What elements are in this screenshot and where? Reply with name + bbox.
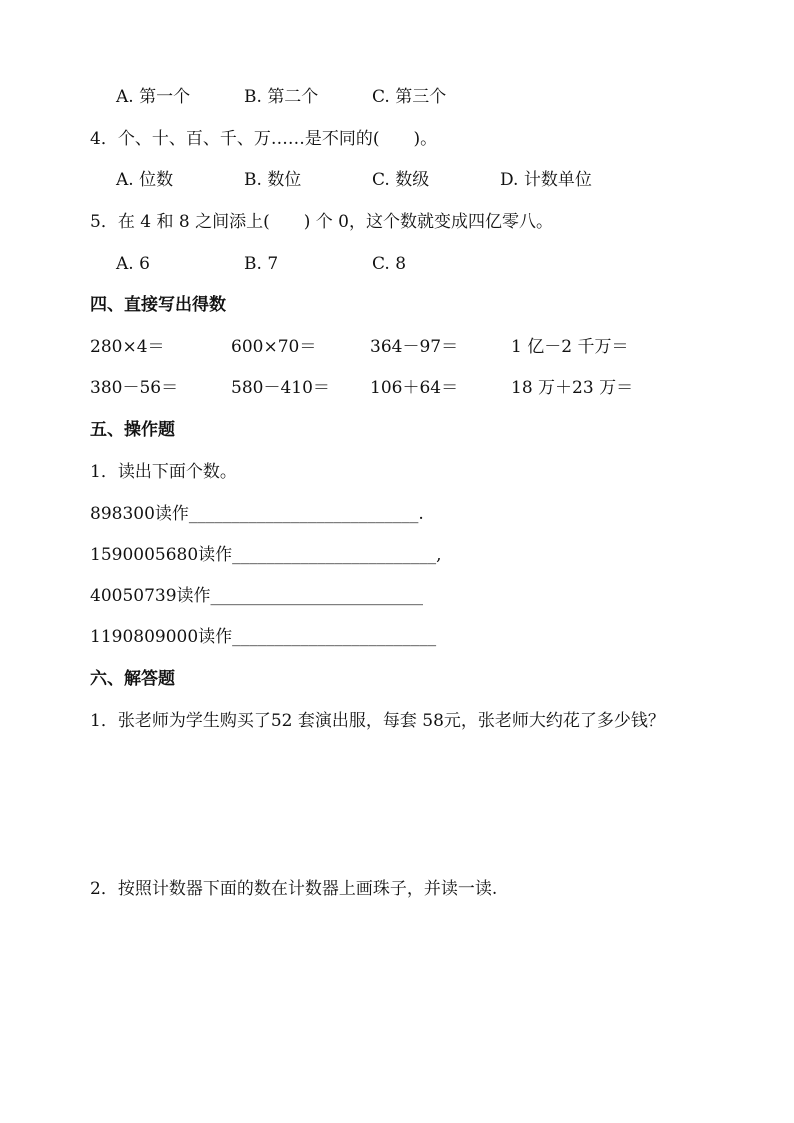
calc-item: 106＋64＝ bbox=[370, 378, 459, 398]
calc-item: 380－56＝ bbox=[90, 378, 179, 398]
q3-option-a: A. 第一个 bbox=[116, 87, 191, 107]
section6-q2: 2．按照计数器下面的数在计数器上画珠子，并读一读. bbox=[90, 879, 498, 899]
calc-item: 1 亿－2 千万＝ bbox=[511, 337, 629, 357]
q4-stem: 4．个、十、百、千、万……是不同的( )。 bbox=[90, 129, 438, 149]
q4-option-d: D. 计数单位 bbox=[500, 170, 592, 190]
calc-item: 364－97＝ bbox=[370, 337, 459, 357]
q5-stem: 5．在 4 和 8 之间添上( ) 个 0，这个数就变成四亿零八。 bbox=[90, 212, 553, 232]
read-item: 1190809000读作________________________ bbox=[90, 627, 437, 647]
q5-option-a: A. 6 bbox=[116, 254, 150, 274]
q3-option-c: C. 第三个 bbox=[372, 87, 447, 107]
calc-item: 18 万＋23 万＝ bbox=[511, 378, 634, 398]
q5-option-b: B. 7 bbox=[244, 254, 279, 274]
read-item: 40050739读作_________________________ bbox=[90, 586, 424, 606]
section6-q1: 1．张老师为学生购买了52 套演出服，每套 58元，张老师大约花了多少钱？ bbox=[90, 711, 665, 731]
read-item: 898300读作___________________________. bbox=[90, 504, 424, 524]
q4-option-c: C. 数级 bbox=[372, 170, 430, 190]
section5-q1: 1．读出下面个数。 bbox=[90, 462, 237, 482]
calc-item: 600×70＝ bbox=[231, 337, 317, 357]
section4-title: 四、直接写出得数 bbox=[90, 295, 226, 315]
q4-option-b: B. 数位 bbox=[244, 170, 302, 190]
section5-title: 五、操作题 bbox=[90, 420, 175, 440]
read-item: 1590005680读作________________________, bbox=[90, 545, 442, 565]
calc-item: 280×4＝ bbox=[90, 337, 165, 357]
q5-option-c: C. 8 bbox=[372, 254, 407, 274]
calc-item: 580－410＝ bbox=[231, 378, 330, 398]
q4-option-a: A. 位数 bbox=[116, 170, 174, 190]
section6-title: 六、解答题 bbox=[90, 669, 175, 689]
q3-option-b: B. 第二个 bbox=[244, 87, 319, 107]
